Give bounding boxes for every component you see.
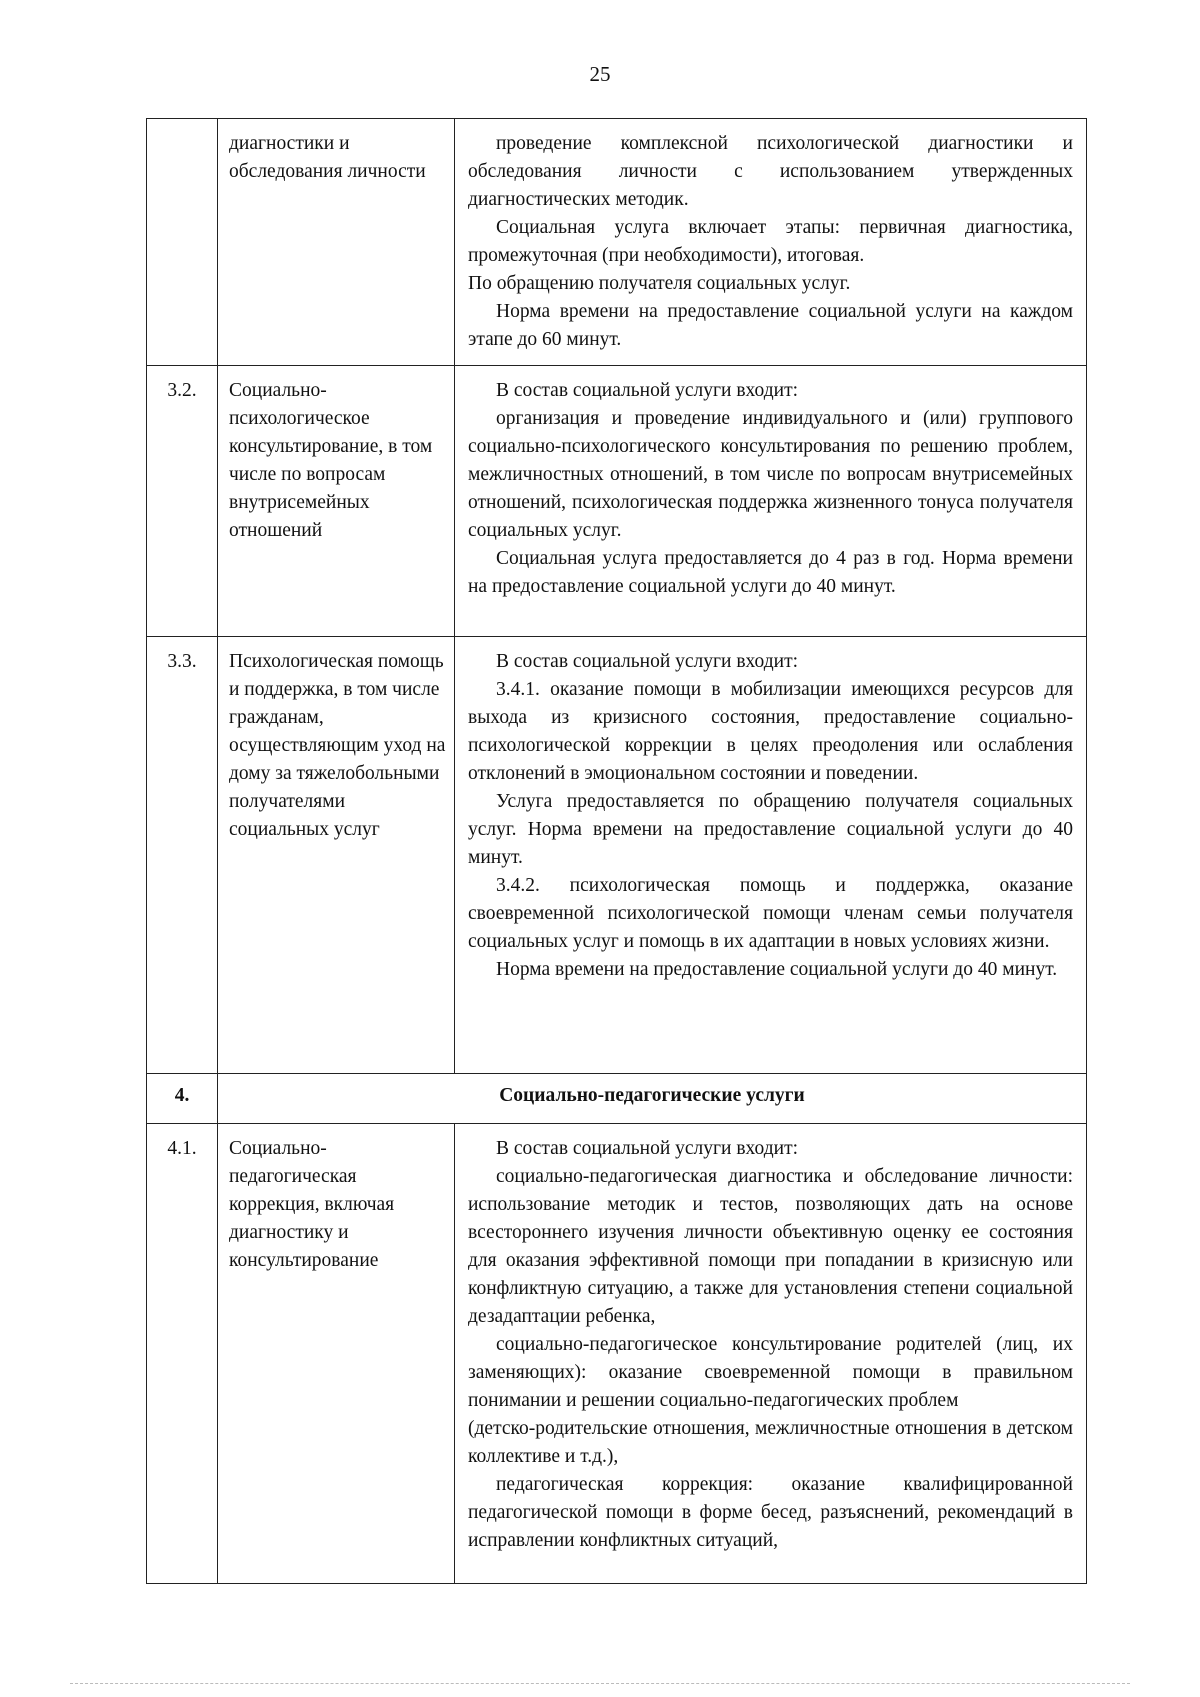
service-name: Социально-педагогическая коррекция, включая диагностику и консультирование	[218, 1124, 455, 1584]
service-description	[455, 119, 1087, 366]
row-number: 3.3.	[147, 637, 218, 1074]
section-number: 4.	[147, 1074, 218, 1124]
table-row	[147, 1124, 1087, 1584]
description-paragraph: Норма времени на предоставление социальной услуги до 40 минут.	[496, 959, 1058, 980]
service-description	[455, 1124, 1087, 1584]
description-paragraph: В состав социальной услуги входит:	[496, 380, 799, 401]
page-number: 25	[589, 62, 611, 86]
description-paragraph: По обращению получателя социальных услуг.	[468, 273, 851, 294]
description-paragraph: Социальная услуга предоставляется до 4 раз в год. Норма времени на предоставление социальной услуги до 40 минут.	[468, 548, 1073, 597]
service-name: диагностики и обследования личности	[218, 119, 455, 366]
description-paragraph: Социальная услуга включает этапы: первичная диагностика, промежуточная (при необходимости), итоговая.	[468, 217, 1073, 266]
service-name: Социально-психологическое консультирование, в том числе по вопросам внутрисемейных отношений	[218, 366, 455, 637]
description-paragraph: Услуга предоставляется по обращению получателя социальных услуг. Норма времени на предоставление социальной услуги до 40 минут.	[468, 791, 1073, 868]
services-table	[146, 118, 1087, 1584]
service-description	[455, 366, 1087, 637]
table-row	[147, 366, 1087, 637]
table-row	[147, 637, 1087, 1074]
description-paragraph: 3.4.2. психологическая помощь и поддержка, оказание своевременной психологической помощи членам семьи получателя социальных услуг и помощь в их адаптации в новых условиях жизни.	[468, 875, 1073, 952]
scan-edge-line	[70, 1683, 1130, 1684]
section-row	[147, 1074, 1087, 1124]
description-paragraph: социально-педагогическое консультирование родителей (лиц, их заменяющих): оказание своевременной помощи в правильном понимании и решении социально-педагогических проблем	[468, 1334, 1073, 1411]
row-number	[147, 119, 218, 366]
table-row	[147, 119, 1087, 366]
description-paragraph: 3.4.1. оказание помощи в мобилизации имеющихся ресурсов для выхода из кризисного состояния, предоставление социально-психологической коррекции в целях преодоления или ослабления отклонений в эмоциональном состоянии и поведении.	[468, 679, 1073, 784]
description-paragraph: проведение комплексной психологической диагностики и обследования личности с использованием утвержденных диагностических методик.	[468, 133, 1073, 210]
section-title: Социально-педагогические услуги	[218, 1074, 1087, 1124]
description-paragraph: В состав социальной услуги входит:	[496, 651, 799, 672]
row-number: 3.2.	[147, 366, 218, 637]
row-number: 4.1.	[147, 1124, 218, 1584]
description-paragraph: организация и проведение индивидуального и (или) группового социально-психологического консультирования по решению проблем, межличностных отношений, в том числе по вопросам внутрисемейных отношений, психологическая поддержка жизненного тонуса получателя социальных услуг.	[468, 408, 1073, 541]
description-paragraph: педагогическая коррекция: оказание квалифицированной педагогической помощи в форме бесед, разъяснений, рекомендаций в исправлении конфликтных ситуаций,	[468, 1474, 1073, 1551]
description-paragraph: социально-педагогическая диагностика и обследование личности: использование методик и тестов, позволяющих дать на основе всестороннего изучения личности объективную оценку ее состояния для оказания эффективной помощи при попадании в кризисную или конфликтную ситуацию, а также для установления степени социальной дезадаптации ребенка,	[468, 1166, 1073, 1327]
description-paragraph: (детско-родительские отношения, межличностные отношения в детском коллективе и т.д.),	[468, 1418, 1073, 1467]
service-description	[455, 637, 1087, 1074]
service-name: Психологическая помощь и поддержка, в том числе гражданам, осуществляющим уход на дому за тяжелобольными получателями социальных услуг	[218, 637, 455, 1074]
description-paragraph: Норма времени на предоставление социальной услуги на каждом этапе до 60 минут.	[468, 301, 1073, 350]
description-paragraph: В состав социальной услуги входит:	[496, 1138, 799, 1159]
